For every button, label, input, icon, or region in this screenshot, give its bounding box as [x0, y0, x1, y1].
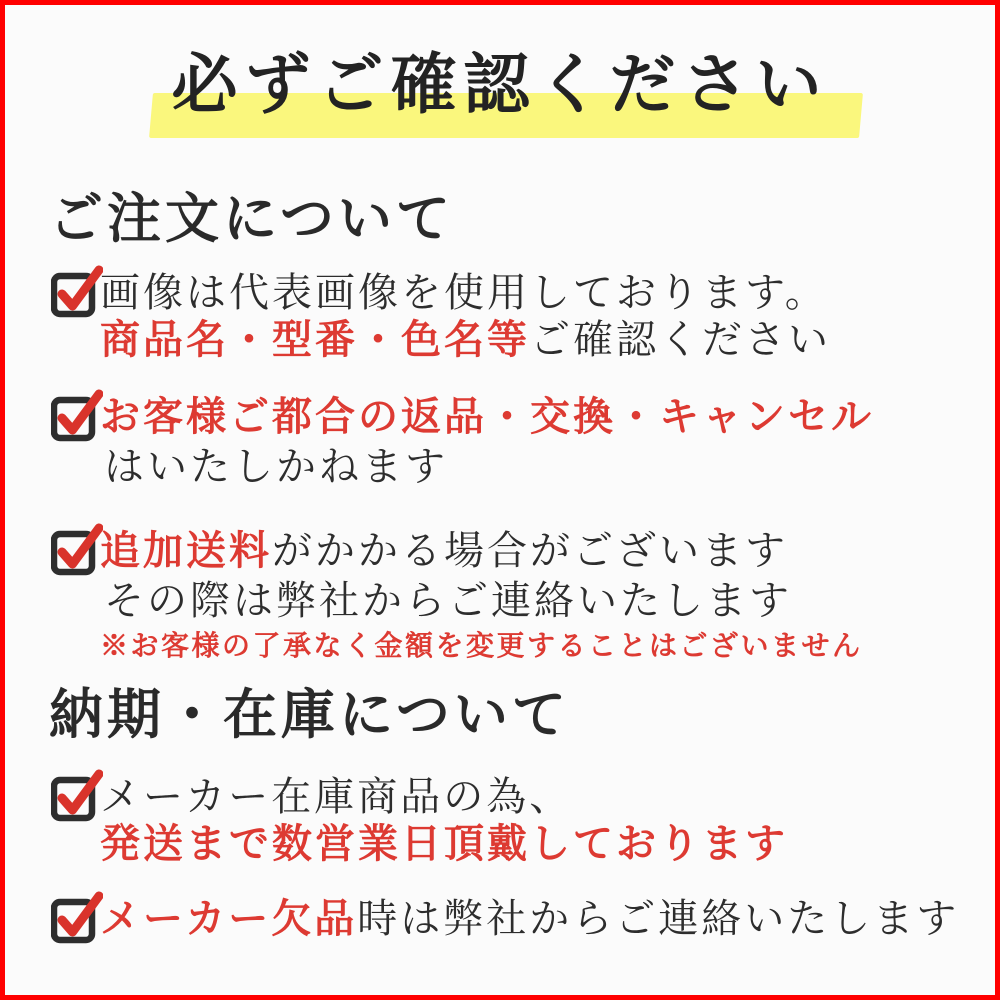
item-shortage-line1-rest: 時は弊社からご連絡いたします — [357, 896, 960, 942]
item-stock-line1: メーカー在庫商品の為、 — [100, 774, 573, 820]
item-shipping-line1 — [100, 529, 788, 573]
item-image-line1: 画像は代表画像を使用しております。 — [100, 270, 828, 316]
item-returns-line2: はいたしかねます — [104, 444, 448, 490]
item-shipping-line1-emphasis: 追加送料 — [100, 527, 272, 574]
item-stock-line2: 発送まで数営業日頂戴しております — [100, 820, 788, 867]
checked-checkbox-icon — [51, 263, 103, 319]
checked-checkbox-icon — [51, 889, 103, 945]
item-shortage-line1-emphasis: メーカー欠品 — [100, 895, 358, 942]
item-shortage-line1 — [100, 897, 959, 941]
checked-checkbox-icon — [51, 521, 103, 577]
checked-checkbox-icon — [51, 387, 103, 443]
item-shipping-line2: その際は弊社からご連絡いたします — [104, 578, 792, 624]
checked-checkbox-icon — [51, 767, 103, 823]
page-title: 必ずご確認ください — [171, 45, 829, 123]
item-image-line2-rest: ご確認ください — [530, 317, 831, 363]
item-image-line2-emphasis: 商品名・型番・色名等 — [100, 316, 530, 363]
item-image-line2 — [100, 318, 831, 362]
section-heading-stock: 納期・在庫について — [49, 682, 570, 746]
item-shipping-note: ※お客様の了承なく金額を変更することはございません — [100, 629, 863, 662]
item-returns-line1: お客様ご都合の返品・交換・キャンセル — [100, 393, 874, 440]
section-heading-order: ご注文について — [49, 186, 454, 250]
item-shipping-line1-rest: がかかる場合がございます — [272, 528, 788, 574]
